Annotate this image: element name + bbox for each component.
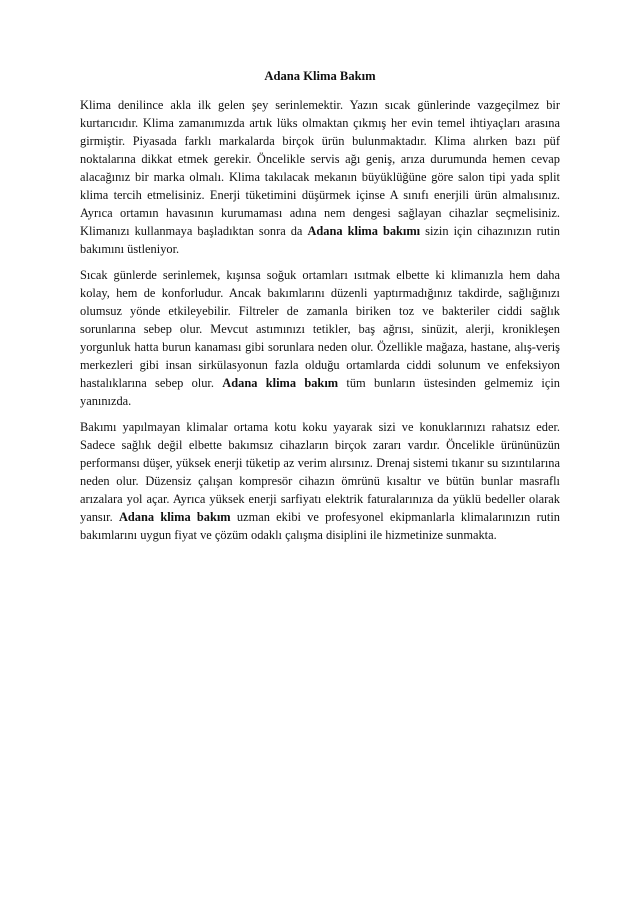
- paragraph-2-keyword: Adana klima bakım: [222, 376, 339, 390]
- paragraph-3-keyword: Adana klima bakım: [118, 510, 231, 524]
- paragraph-2: [80, 266, 560, 410]
- document-page: [80, 68, 560, 552]
- paragraph-3-text-before: Bakımı yapılmayan klimalar ortama kotu koku yayarak sizi ve konuklarınızı rahatsız eder. Sadece sağlık değil elbette bakımsız cihazların birçok zararı vardır. Öncelikle ürününüzün performansı düşer, yüksek enerji tüketip az verim alırsınız. Drenaj sistemi tıkanır su sızıntılarına neden olur. Düzensiz çalışan kompresör cihazın ömrünü kısaltır ve bütün bunlar masraflı arızalara yol açar. Ayrıca yüksek enerji sarfiyatı elektrik faturalarınıza da yüklü bedeller olarak yansır.: [80, 420, 560, 524]
- paragraph-1-keyword: Adana klima bakımı: [307, 224, 421, 238]
- paragraph-1-text-before: Klima denilince akla ilk gelen şey serinlemektir. Yazın sıcak günlerinde vazgeçilmez bir kurtarıcıdır. Klima zamanımızda artık lüks olmaktan çıkmış her evin temel ihtiyaçları arasına girmiştir. Piyasada farklı markalarda birçok ürün bulunmaktadır. Klima alırken bazı püf noktalarına dikkat etmek gerekir. Öncelikle servis ağı geniş, arıza durumunda hemen cevap alacağınız bir marka olmalı. Klima takılacak mekanın büyüklüğüne göre salon tipi yada split klima tercih etmelisiniz. Enerji tüketimini düşürmek içinse A sınıfı enerjili ürün almalısınız. Ayrıca ortamın havasının kurumaması adına nem dengesi sağlayan cihazlar seçmelisiniz. Klimanızı kullanmaya başladıktan sonra da: [80, 98, 560, 238]
- paragraph-2-text-before: Sıcak günlerde serinlemek, kışınsa soğuk ortamları ısıtmak elbette ki klimanızla hem daha kolay, hem de konforludur. Ancak bakımlarını düzenli yaptırmadığınız takdirde, sağlığınızı olumsuz yönde etkileyebilir. Filtreler de zamanla biriken toz ve bakteriler ciddi sağlık sorunlarına sebep olur. Mevcut astımınızı tetikler, baş ağrısı, sinüzit, alerji, kronikleşen yorgunluk hatta burun kanaması gibi sorunlara neden olur. Özellikle mağaza, hastane, alış-veriş merkezleri gibi insan sirkülasyonun fazla olduğu ortamlarda ciddi solunum ve enfeksiyon hastalıklarına sebep olur.: [80, 268, 560, 390]
- paragraph-1: [80, 96, 560, 258]
- paragraph-3: [80, 418, 560, 544]
- document-title: Adana Klima Bakım: [264, 69, 376, 83]
- paragraph-3-text-after: uzman ekibi ve profesyonel ekipmanlarla klimalarınızın rutin bakımlarını uygun fiyat ve çözüm odaklı çalışma disiplini ile hizmetinize sunmakta.: [80, 510, 560, 542]
- paragraph-2-text-after: tüm bunların üstesinden gelmemiz için yanınızda.: [80, 376, 560, 408]
- paragraph-1-text-after: sizin için cihazınızın rutin bakımını üstleniyor.: [80, 224, 560, 256]
